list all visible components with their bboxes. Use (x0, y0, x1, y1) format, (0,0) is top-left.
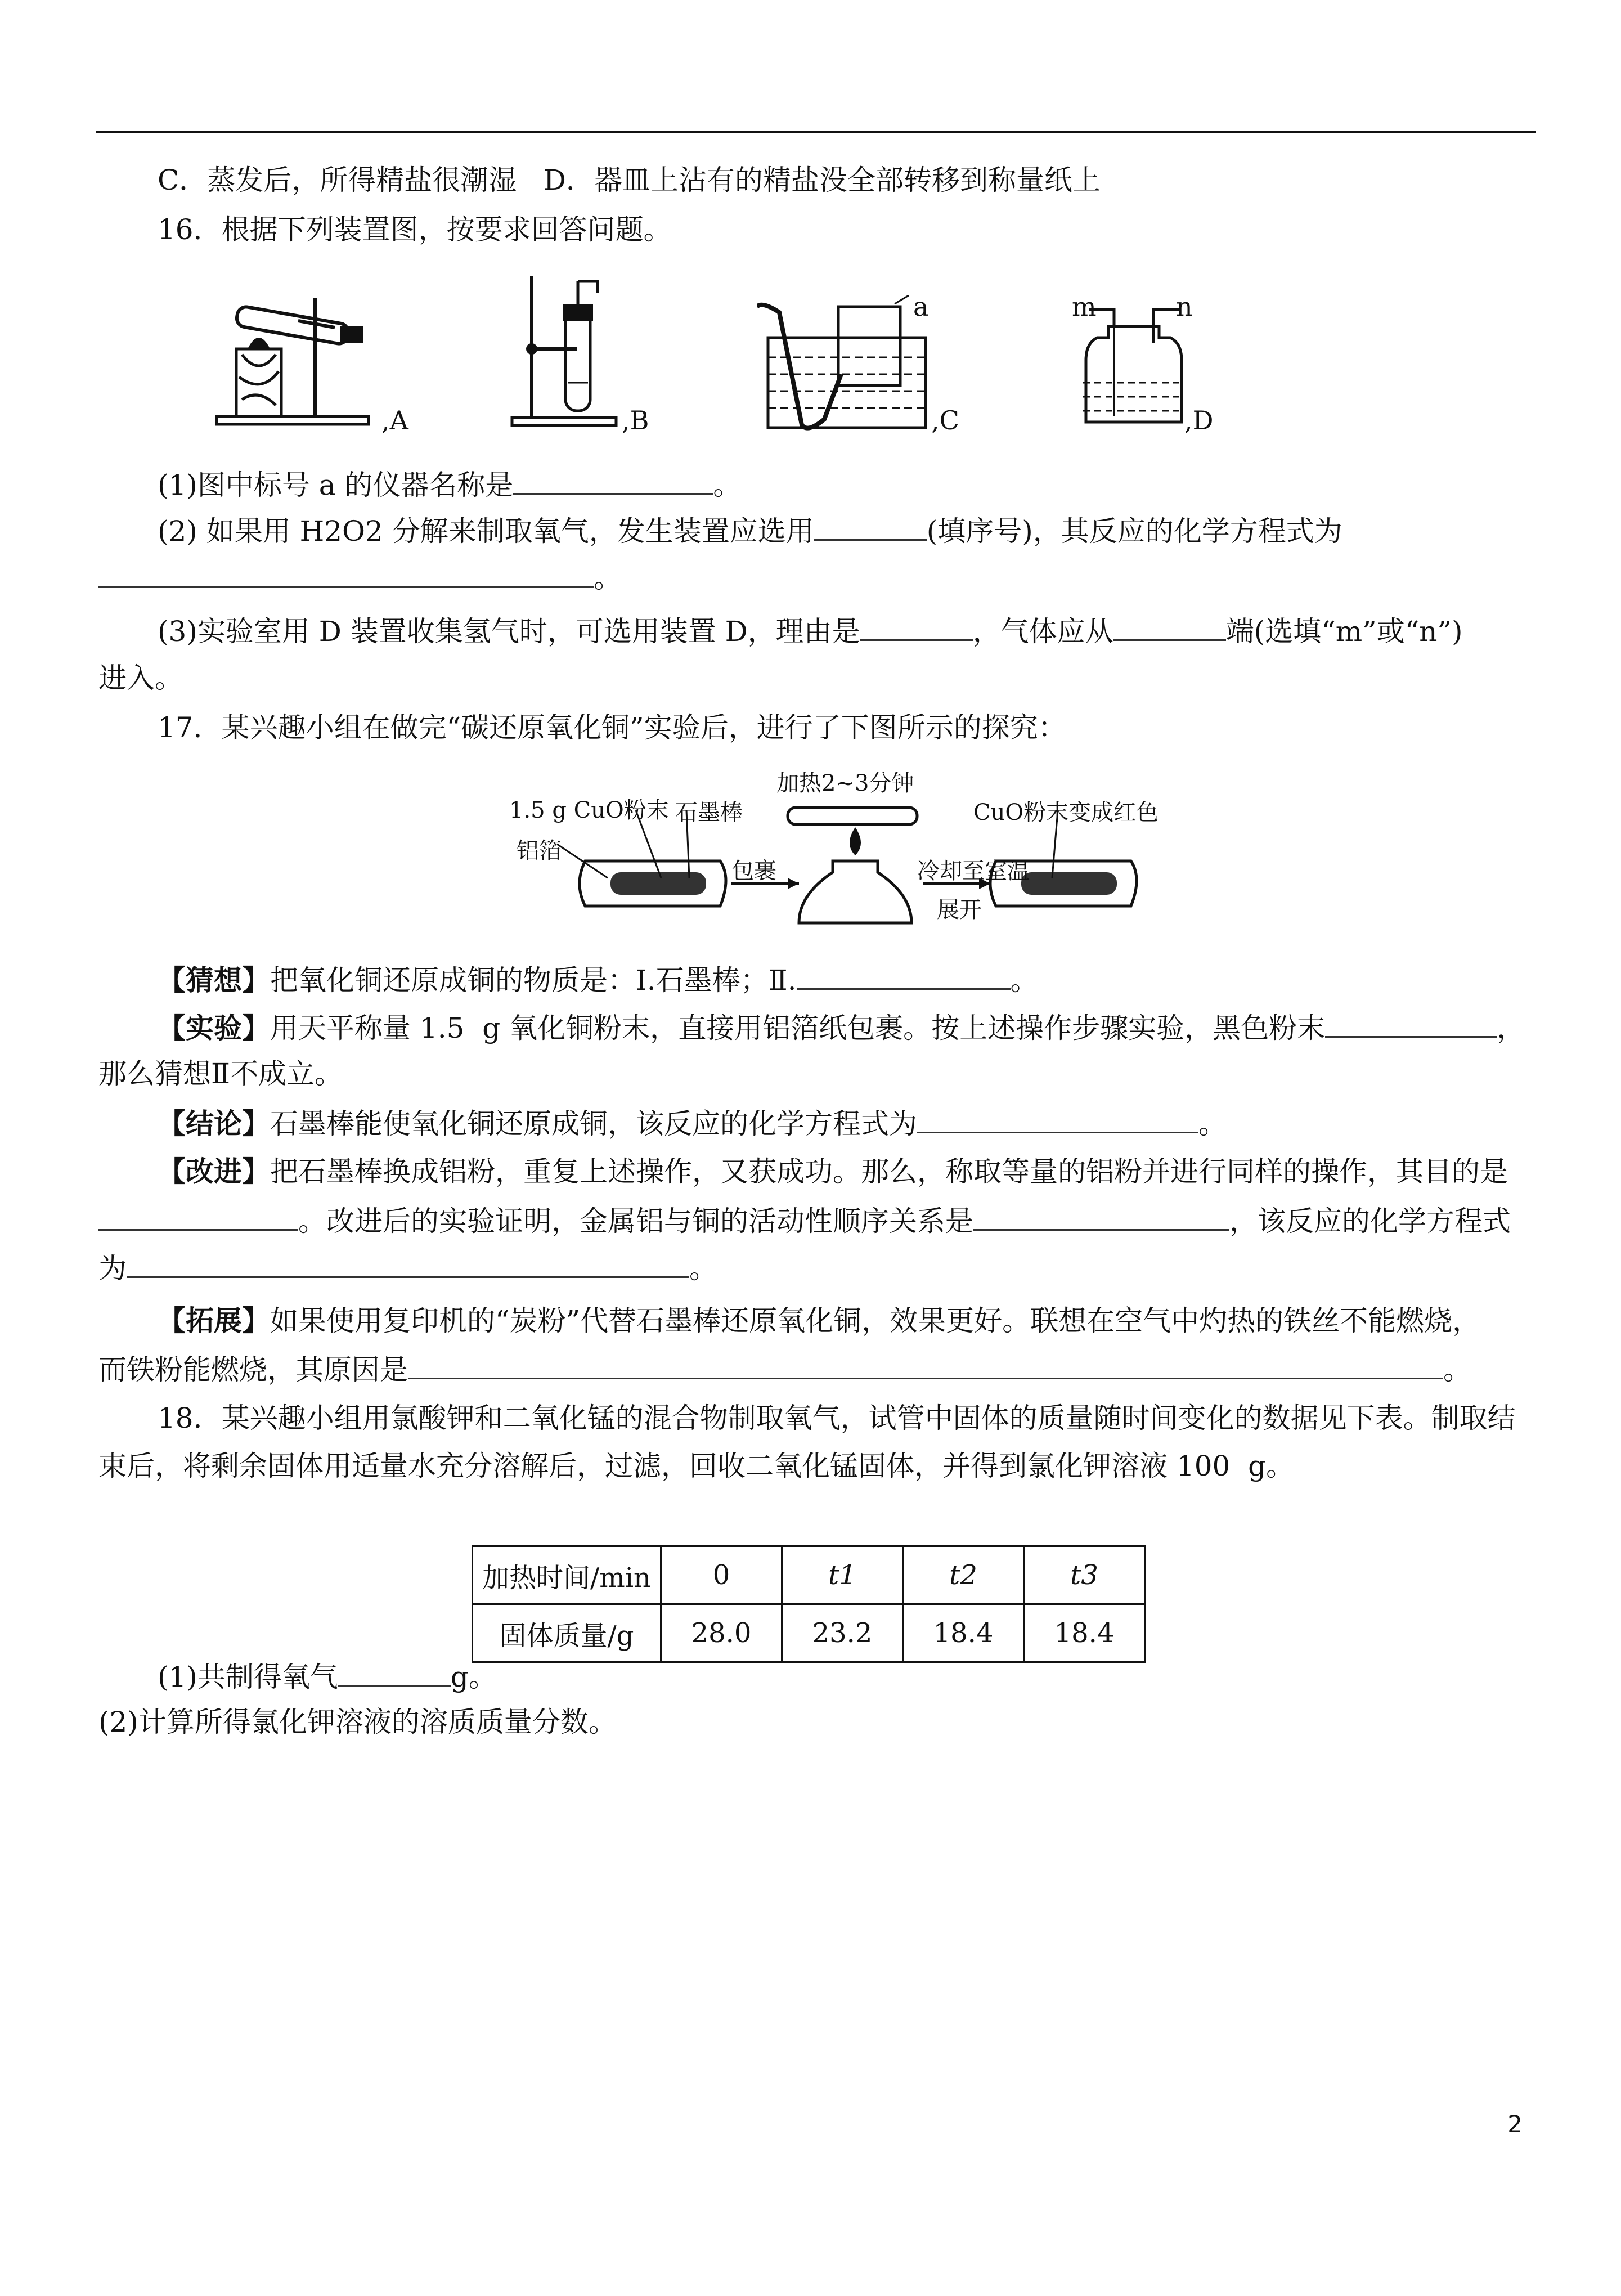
blank[interactable] (408, 1352, 1443, 1379)
q17-improvement-cont2: 为 。 (98, 1250, 1530, 1285)
blank[interactable] (98, 560, 594, 588)
table-cell: 18.4 (1024, 1604, 1145, 1662)
blank[interactable] (973, 1203, 1229, 1231)
table-cell: t2 (903, 1546, 1024, 1604)
q17-improvement-cont: 。改进后的实验证明，金属铝与铜的活动性顺序关系是 ，该反应的化学方程式 (98, 1203, 1530, 1238)
label-a-instrument: a (913, 292, 929, 322)
q16-part3: (3)实验室用 D 装置收集氢气时，可选用装置 D，理由是 ，气体应从 端(选填“m”或“n”) (98, 613, 1589, 648)
q18-stem-cont: 束后，将剩余固体用适量水充分溶解后，过滤，回收二氧化锰固体，并得到氯化钾溶液 100 g。 (98, 1450, 1295, 1482)
blank[interactable] (917, 1106, 1198, 1133)
q16-stem: 16．根据下列装置图，按要求回答问题。 (158, 213, 672, 246)
table-cell: 28.0 (661, 1604, 782, 1662)
q17-extension-cont: 而铁粉能燃烧，其原因是 。 (98, 1352, 1530, 1387)
apparatus-c-icon (757, 292, 937, 433)
label-a: ,A (381, 405, 408, 436)
page-number: 2 (1507, 2110, 1523, 2138)
blank[interactable] (127, 1250, 689, 1278)
table-row (473, 1546, 1145, 1604)
table-cell: 18.4 (903, 1604, 1024, 1662)
blank[interactable] (1325, 1010, 1497, 1038)
q17-extension: 【拓展】如果使用复印机的“炭粉”代替石墨棒还原氧化铜，效果更好。联想在空气中灼热的铁丝不能燃烧， (158, 1304, 1481, 1337)
q16-part1: (1)图中标号 a 的仪器名称是 。 (98, 467, 1589, 502)
table-header-cell: 固体质量/g (473, 1604, 661, 1662)
q16-part2: (2) 如果用 H2O2 分解来制取氧气，发生装置应选用 (填序号)，其反应的化学方程式为 (98, 513, 1589, 548)
table-cell: t1 (782, 1546, 903, 1604)
fig-heat-label: 加热2~3分钟 (776, 770, 914, 796)
blank[interactable] (98, 1203, 298, 1231)
fig-unfold-label: 展开 (937, 897, 982, 923)
label-b: ,B (622, 405, 649, 436)
fig-wrap-label: 包裹 (731, 858, 776, 884)
apparatus-b-icon (509, 270, 633, 433)
table-cell: 0 (661, 1546, 782, 1604)
table-cell: 23.2 (782, 1604, 903, 1662)
q18-part1: (1)共制得氧气 g。 (98, 1659, 1589, 1694)
q17-experiment-cont: 那么猜想Ⅱ不成立。 (98, 1057, 343, 1090)
fig-graphite-label: 石墨棒 (675, 800, 743, 826)
fig-result-label: CuO粉末变成红色 (973, 800, 1159, 826)
q18-part2: (2)计算所得氯化钾溶液的溶质质量分数。 (98, 1706, 617, 1738)
fig-cuo-label: 1.5 g CuO粉末 (509, 797, 669, 823)
q15-options: C．蒸发后，所得精盐很潮湿 D．器皿上沾有的精盐没全部转移到称量纸上 (158, 164, 1101, 196)
label-n: n (1176, 292, 1193, 322)
q17-improvement: 【改进】把石墨棒换成铝粉，重复上述操作，又获成功。那么，称取等量的铝粉并进行同样的操作，其目的是 (158, 1155, 1508, 1188)
q16-part3-cont: 进入。 (98, 662, 183, 694)
q16-part2-cont: 。 (98, 560, 1530, 595)
label-m: m (1072, 292, 1097, 322)
apparatus-a-icon (214, 264, 383, 433)
blank[interactable] (1113, 613, 1226, 641)
fig-cool-label: 冷却至室温 (917, 858, 1030, 884)
mass-time-table (472, 1545, 1146, 1663)
label-c: ,C (931, 405, 959, 436)
blank[interactable] (797, 962, 1011, 990)
blank[interactable] (513, 467, 713, 495)
table-cell: t3 (1024, 1546, 1145, 1604)
q18-stem: 18．某兴趣小组用氯酸钾和二氧化锰的混合物制取氧气，试管中固体的质量随时间变化的数据见下表。制取结 (158, 1402, 1516, 1434)
header-rule (96, 131, 1536, 133)
table-row (473, 1604, 1145, 1662)
fig-foil-label: 铝箔 (517, 838, 562, 864)
q17-experiment: 【实验】用天平称量 1.5 g 氧化铜粉末，直接用铝箔纸包裹。按上述操作步骤实验，黑色粉末 ， (158, 1011, 1525, 1044)
q17-conclusion: 【结论】石墨棒能使氧化铜还原成铜，该反应的化学方程式为 。 (158, 1107, 1227, 1140)
table-header-cell: 加热时间/min (473, 1546, 661, 1604)
blank[interactable] (338, 1659, 451, 1687)
q17-guess: 【猜想】把氧化铜还原成铜的物质是：Ⅰ.石墨棒；Ⅱ. 。 (158, 963, 1039, 997)
label-d: ,D (1184, 405, 1214, 436)
blank[interactable] (860, 613, 973, 641)
q17-stem: 17．某兴趣小组在做完“碳还原氧化铜”实验后，进行了下图所示的探究： (158, 711, 1066, 744)
blank[interactable] (814, 513, 927, 541)
